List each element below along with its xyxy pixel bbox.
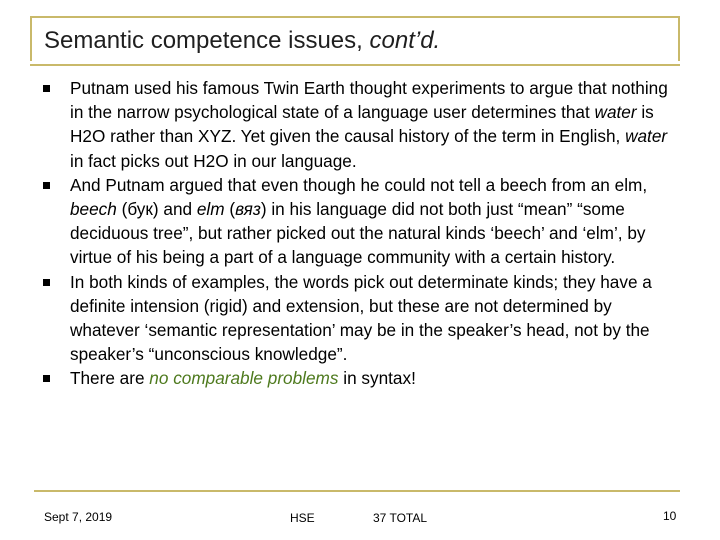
title-frame-right bbox=[678, 16, 680, 61]
bullet-text-run: in fact picks out H2O in our language. bbox=[70, 150, 357, 171]
title-frame-top bbox=[30, 16, 680, 18]
bullet-text-run: ) in his language did not both just “mean” “some deciduous tree”, but rather picked out the natural kinds ‘beech’ and ‘elm’, by virtue of his being a part of a language community with a certain history. bbox=[70, 199, 646, 268]
footer-total: 37 TOTAL bbox=[373, 511, 428, 525]
bullet-text-run: In both kinds of examples, the words pick out determinate kinds; they have a definite intension (rigid) and extension, but these are not determined by whatever ‘semantic representation’ may be in the speaker’s head, not by the speaker’s “unconscious knowledge”. bbox=[70, 271, 652, 365]
bullet-text-run: Putnam used his famous Twin Earth thought experiments to argue that nothing in the narrow psychological state of a language user determines that bbox=[70, 78, 668, 123]
bullet-text-run: no comparable problems bbox=[149, 368, 339, 389]
footer-date: Sept 7, 2019 bbox=[44, 510, 113, 524]
bullet-text-run: And Putnam argued that even though he could not tell a beech from an elm, bbox=[70, 174, 648, 195]
bullet-text-run: вяз bbox=[235, 199, 261, 220]
bullet-square-icon bbox=[43, 279, 50, 286]
title-underline bbox=[30, 64, 680, 66]
bullet-text-run: ( bbox=[224, 199, 236, 220]
slide-title bbox=[44, 26, 440, 56]
bullet-list bbox=[40, 76, 685, 391]
title-frame-left bbox=[30, 16, 32, 61]
slide-title-main: Semantic competence issues, bbox=[44, 27, 370, 54]
bullet-square-icon bbox=[43, 85, 50, 92]
slide-title-italic: cont’d. bbox=[369, 27, 441, 54]
bullet-text-run: beech bbox=[70, 199, 117, 220]
bullet-text-run: is H2O rather than XYZ. Yet given the causal history of the term in English, bbox=[70, 102, 654, 147]
bullet-text-run: in syntax! bbox=[338, 368, 416, 389]
bullet-text-run: There are bbox=[70, 368, 150, 389]
bullet-text-run: water bbox=[625, 126, 668, 147]
bullet-text-run: water bbox=[594, 102, 637, 123]
bullet-item bbox=[40, 366, 685, 390]
footer-rule bbox=[34, 490, 680, 492]
footer-org: HSE bbox=[290, 511, 315, 525]
bullet-item bbox=[40, 76, 685, 173]
bullet-item bbox=[40, 270, 685, 367]
bullet-text-run: elm bbox=[196, 199, 225, 220]
bullet-square-icon bbox=[43, 182, 50, 189]
bullet-item bbox=[40, 173, 685, 270]
page-number: 10 bbox=[663, 509, 677, 523]
bullet-square-icon bbox=[43, 375, 50, 382]
bullet-text-run: (бук) and bbox=[116, 199, 197, 220]
